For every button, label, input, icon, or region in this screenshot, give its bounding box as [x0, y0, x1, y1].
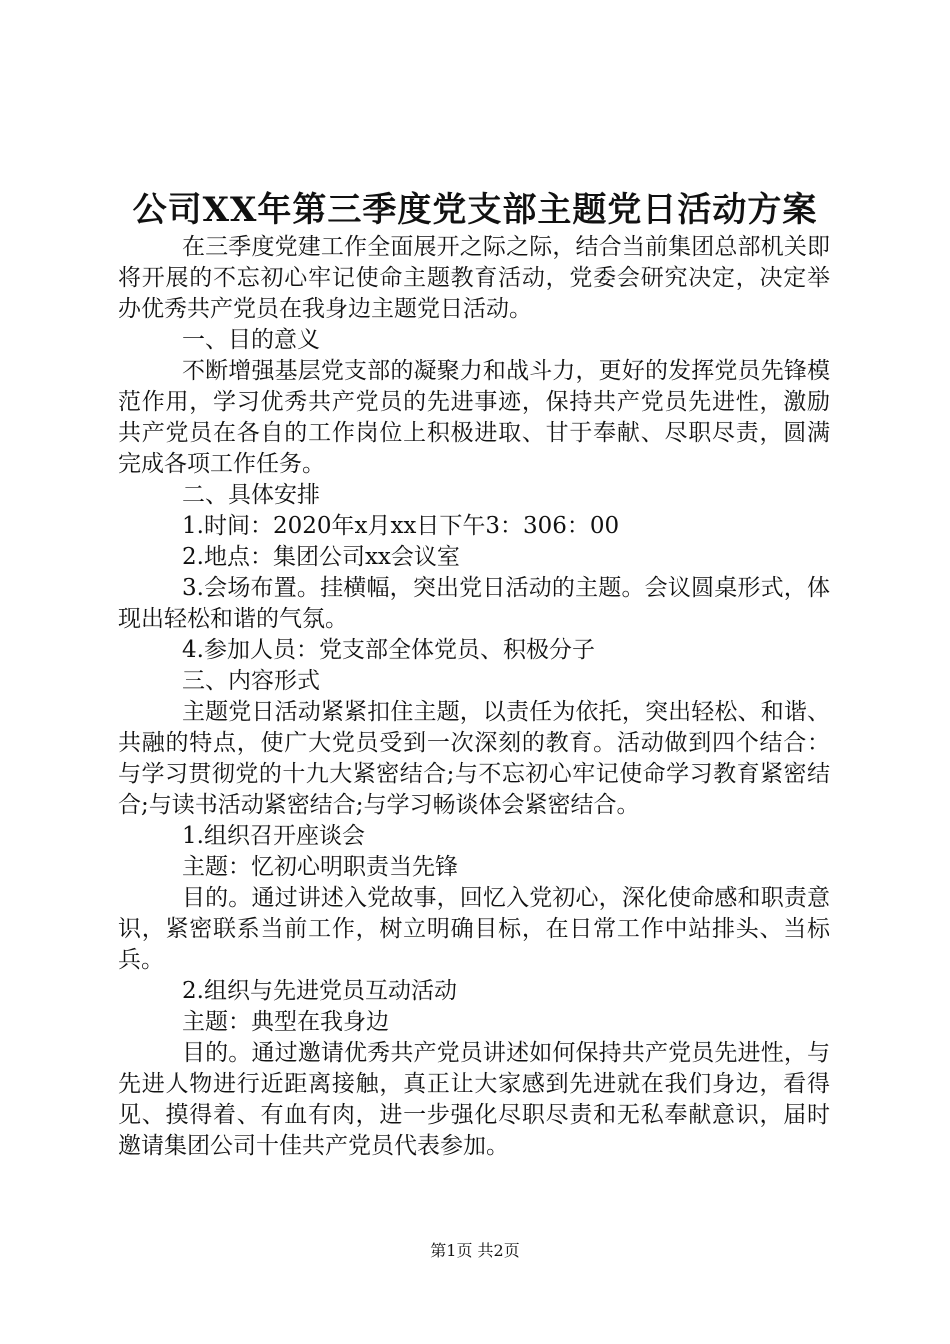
list-item-time: 1.时间：2020年x月xx日下午3：306：00 — [182, 513, 620, 539]
heading-purpose: 一、目的意义 — [182, 327, 320, 353]
paragraph-interaction-goal: 目的。通过邀请优秀共产党员讲述如何保持共产党员先进性，与先进人物进行近距离接触，真正让大家感到先进就在我们身边，看得见、摸得着、有血有肉，进一步强化尽职尽责和无私奉献意识，届时邀请集团公司十佳共产党员代表参加。 — [118, 1040, 830, 1159]
heading-arrangement: 二、具体安排 — [182, 482, 320, 508]
theme-symposium: 主题：忆初心明职责当先锋 — [182, 854, 458, 880]
document-body — [118, 232, 830, 1162]
list-item-venue: 3.会场布置。挂横幅，突出党日活动的主题。会议圆桌形式，体现出轻松和谐的气氛。 — [118, 575, 830, 632]
document-title: 公司XX年第三季度党支部主题党日活动方案 — [132, 190, 818, 230]
paragraph-intro: 在三季度党建工作全面展开之际之际，结合当前集团总部机关即将开展的不忘初心牢记使命主题教育活动，党委会研究决定，决定举办优秀共产党员在我身边主题党日活动。 — [118, 234, 830, 322]
list-item-location: 2.地点：集团公司xx会议室 — [182, 544, 460, 570]
paragraph-symposium-goal: 目的。通过讲述入党故事，回忆入党初心，深化使命感和职责意识，紧密联系当前工作，树立明确目标，在日常工作中站排头、当标兵。 — [118, 885, 830, 973]
page-number-footer: 第1页 共2页 — [430, 1241, 520, 1260]
list-item-participants: 4.参加人员：党支部全体党员、积极分子 — [182, 637, 595, 663]
subheading-symposium: 1.组织召开座谈会 — [182, 823, 365, 849]
paragraph-content-form: 主题党日活动紧紧扣住主题，以责任为依托，突出轻松、和谐、共融的特点，使广大党员受到一次深刻的教育。活动做到四个结合：与学习贯彻党的十九大紧密结合;与不忘初心牢记使命学习教育紧密结合;与读书活动紧密结合;与学习畅谈体会紧密结合。 — [118, 699, 830, 818]
paragraph-purpose: 不断增强基层党支部的凝聚力和战斗力，更好的发挥党员先锋模范作用，学习优秀共产党员的先进事迹，保持共产党员先进性，激励共产党员在各自的工作岗位上积极进取、甘于奉献、尽职尽责，圆满完成各项工作任务。 — [118, 358, 830, 477]
heading-content-form: 三、内容形式 — [182, 668, 320, 694]
theme-interaction: 主题：典型在我身边 — [182, 1009, 389, 1035]
subheading-interaction: 2.组织与先进党员互动活动 — [182, 978, 457, 1004]
